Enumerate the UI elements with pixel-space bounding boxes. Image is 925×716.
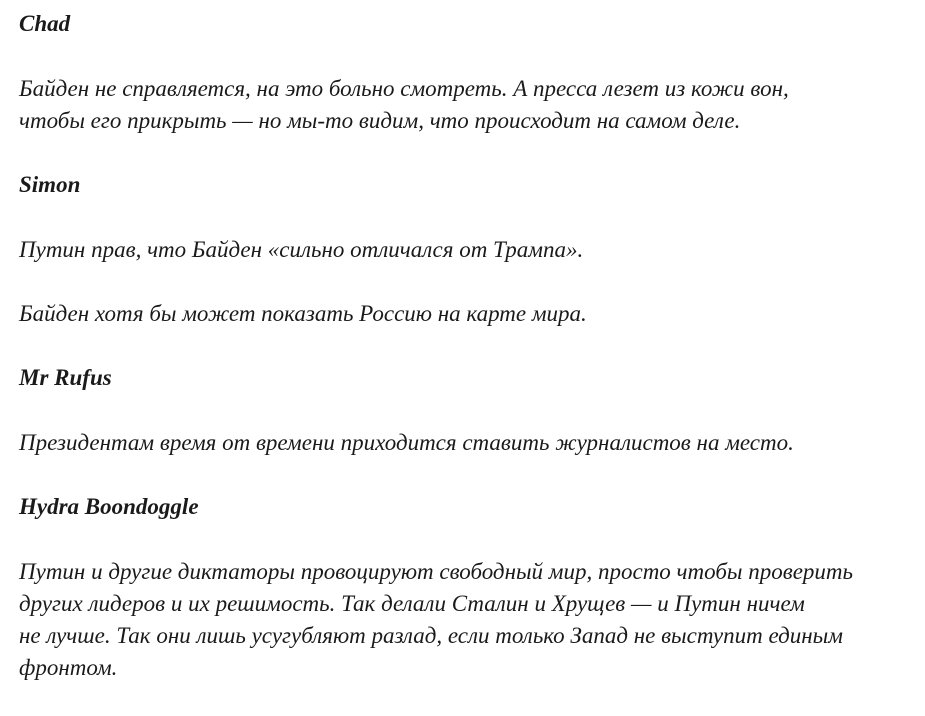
comment-text bbox=[19, 73, 925, 137]
comment-author: Chad bbox=[19, 11, 71, 36]
comment-text-line: Байден не справляется, на это больно смотреть. А пресса лезет из кожи вон, bbox=[19, 76, 789, 101]
comment-chad bbox=[19, 8, 925, 137]
comment-text-line: Путин и другие диктаторы провоцируют свободный мир, просто чтобы проверить bbox=[19, 559, 853, 584]
comment-text bbox=[19, 234, 925, 266]
comment-text-line: Путин прав, что Байден «сильно отличался от Трампа». bbox=[19, 237, 584, 262]
comment-text-line: чтобы его прикрыть — но мы-то видим, что происходит на самом деле. bbox=[19, 108, 741, 133]
comment-hydra-boondoggle bbox=[19, 491, 925, 684]
comment-text-line: не лучше. Так они лишь усугубляют разлад, если только Запад не выступит единым bbox=[19, 623, 843, 648]
comment-text-line: Президентам время от времени приходится ставить журналистов на место. bbox=[19, 430, 794, 455]
comment-text bbox=[19, 427, 925, 459]
comment-mr-rufus bbox=[19, 362, 925, 459]
comment-author: Simon bbox=[19, 172, 81, 197]
comment-text-line: фронтом. bbox=[19, 655, 118, 680]
comment-text bbox=[19, 298, 925, 330]
comments-list bbox=[19, 8, 925, 716]
comment-simon bbox=[19, 169, 925, 330]
comment-text-line: Байден хотя бы может показать Россию на карте мира. bbox=[19, 301, 587, 326]
comment-author: Mr Rufus bbox=[19, 365, 112, 390]
comment-text bbox=[19, 556, 925, 684]
comment-author: Hydra Boondoggle bbox=[19, 494, 199, 519]
comment-text-line: других лидеров и их решимость. Так делали Сталин и Хрущев — и Путин ничем bbox=[19, 591, 805, 616]
